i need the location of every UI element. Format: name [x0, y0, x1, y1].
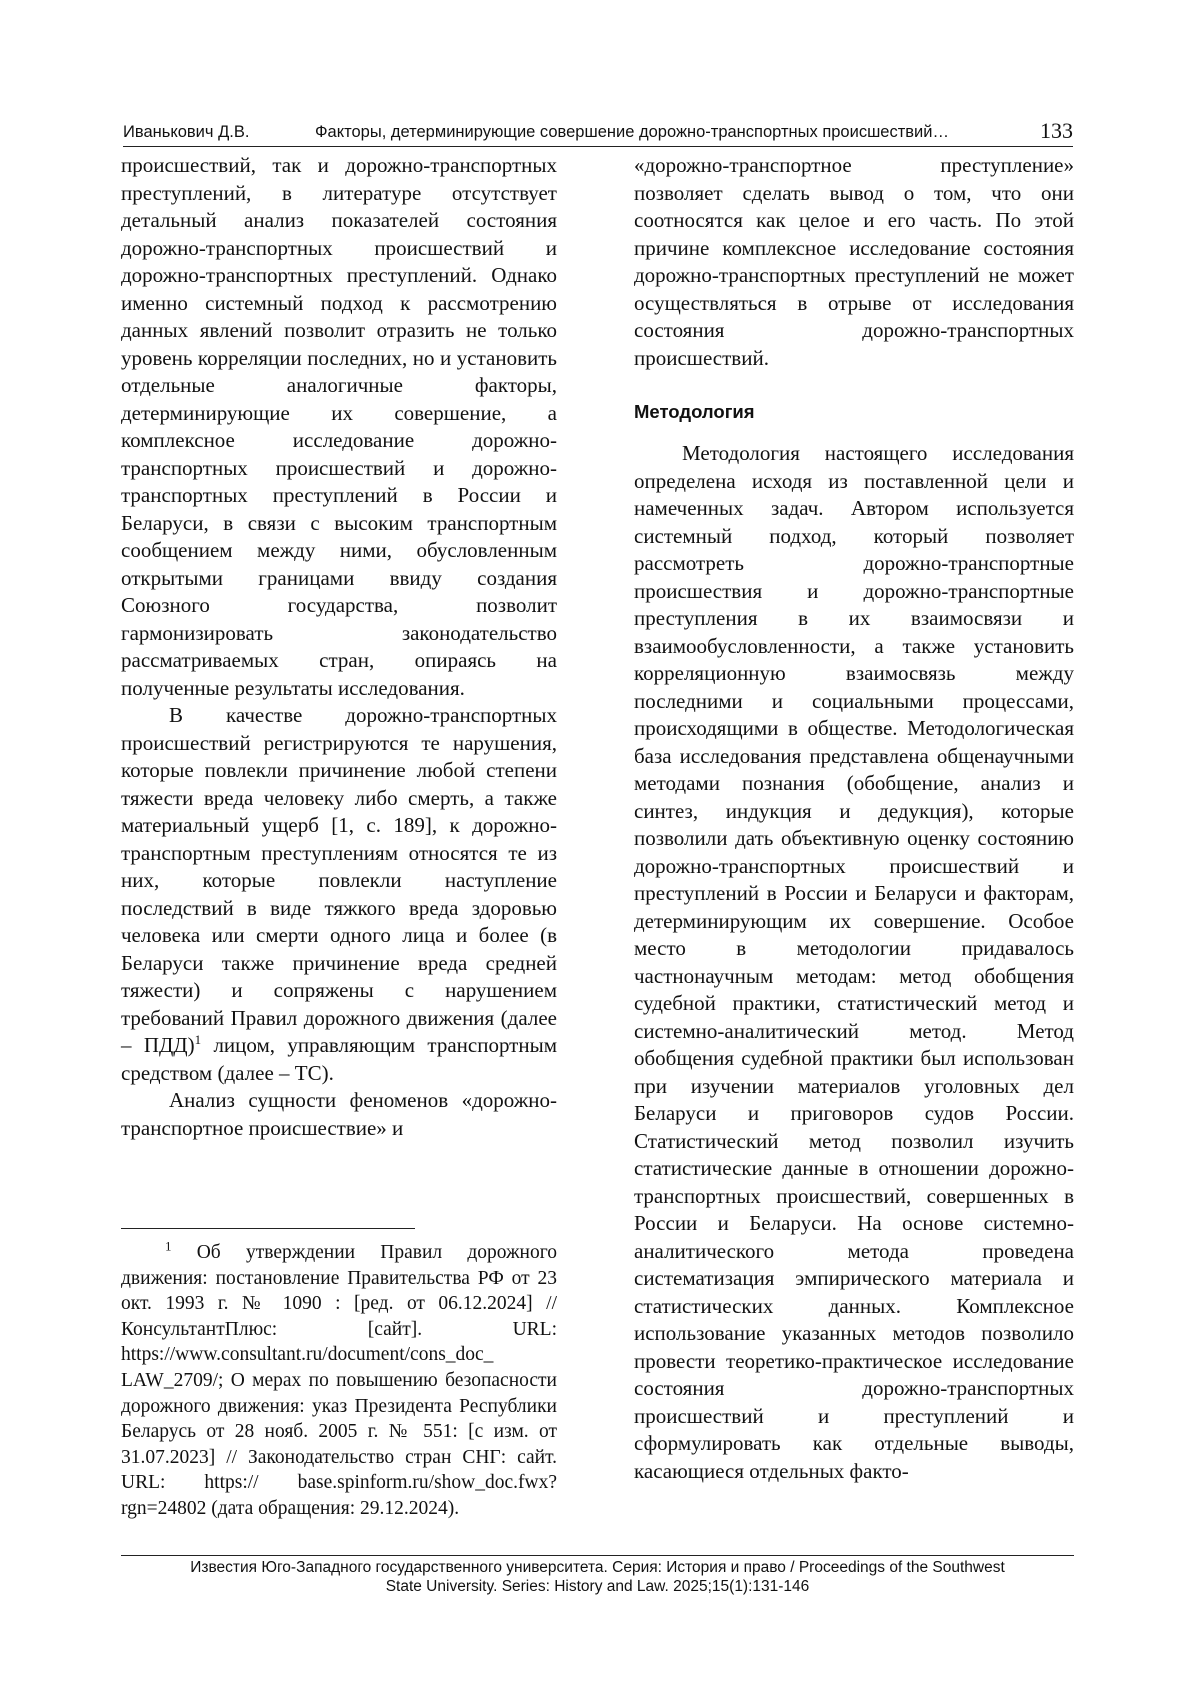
footer-divider — [121, 1555, 1074, 1556]
footnote — [121, 1240, 557, 1522]
section-heading: Методология — [634, 400, 1074, 424]
running-header — [123, 118, 1073, 147]
page-number: 133 — [1040, 118, 1073, 144]
left-column — [121, 152, 557, 1142]
footnote-mark: 1 — [165, 1239, 172, 1254]
header-author: Иванькович Д.В. — [123, 123, 249, 142]
footnote-ref: 1 — [195, 1032, 202, 1047]
left-paragraph-2 — [121, 702, 557, 1087]
left-paragraph-2-part-1: В качестве дорожно-транспортных происшествий регистрируются те нарушения, которые повлекли причинение любой степени тяжести вреда человеку либо смерть, а также материальный ущерб [1, с. 189], к дорожно-транспортным преступлениям относятся те из них, которые повлекли наступление последствий в виде тяжкого вреда здоровью человека или смерти одного лица и более (в Беларуси также причинение вреда средней тяжести) и сопряжены с нарушением требований Правил дорожного движения (далее – ПДД) — [121, 703, 557, 1057]
right-paragraph-2: Методология настоящего исследования определена исходя из поставленной цели и намеченных задач. Автором используется системный подход, который позволяет рассмотреть дорожно-транспортные происшествия и дорожно-транспортные преступления в их взаимосвязи и взаимообусловленности, а также установить корреляционную взаимосвязь между последними и социальными процессами, происходящими в обществе. Методологическая база исследования представлена общенаучными методами познания (обобщение, анализ и синтез, индукция и дедукция), которые позволили дать объективную оценку состоянию дорожно-транспортных происшествий и преступлений в России и Беларуси и факторам, детерминирующим их совершение. Особое место в методологии придавалось частнонаучным методам: метод обобщения судебной практики, статистический метод и системно-аналитический метод. Метод обобщения судебной практики был использован при изучении материалов уголовных дел Беларуси и приговоров судов России. Статистический метод позволил изучить статистические данные в отношении дорожно-транспортных происшествий, совершенных в России и Беларуси. На основе системно-аналитического метода проведена систематизация эмпирического материала и статистических данных. Комплексное использование указанных методов позволило провести теоретико-практическое исследование состояния дорожно-транспортных происшествий и преступлений и сформулировать как отдельные выводы, касающиеся отдельных факто- — [634, 440, 1074, 1485]
footnote-text: Об утверждении Правил дорожного движения: постановление Правительства РФ от 23 окт. 1993 г. № 1090 : [ред. от 06.12.2024] // КонсультантПлюс: [сайт]. URL: https://www.consultant.ru/document/cons_doc_ LAW_2709/; О мерах по повышению безопасности дорожного движения: указ Президента Республики Беларусь от 28 нояб. 2005 г. № 551: [с изм. от 31.07.2023] // Законодательство стран СНГ: сайт. URL: https:// base.spinform.ru/show_doc.fwx?rgn=24802 (дата обращения: 29.12.2024). — [121, 1242, 557, 1519]
right-paragraph-1: «дорожно-транспортное преступление» позволяет сделать вывод о том, что они соотносятся как целое и его часть. По этой причине комплексное исследование состояния дорожно-транспортных преступлений не может осуществляться в отрыве от исследования состояния дорожно-транспортных происшествий. — [634, 152, 1074, 372]
left-paragraph-3: Анализ сущности феноменов «дорожно-транспортное происшествие» и — [121, 1087, 557, 1142]
journal-footer — [121, 1558, 1074, 1596]
header-title: Факторы, детерминирующие совершение дорожно-транспортных происшествий… — [315, 123, 949, 142]
right-column — [634, 152, 1074, 1485]
left-paragraph-2-part-2: лицом, управляющим транспортным средством (далее – ТС). — [121, 1033, 557, 1085]
left-paragraph-1: происшествий, так и дорожно-транспортных преступлений, в литературе отсутствует детальный анализ показателей состояния дорожно-транспортных происшествий и дорожно-транспортных преступлений. Однако именно системный подход к рассмотрению данных явлений позволит отразить не только уровень корреляции последних, но и установить отдельные аналогичные факторы, детерминирующие их совершение, а комплексное исследование дорожно-транспортных происшествий и дорожно-транспортных преступлений в России и Беларуси, в связи с высоким транспортным сообщением между ними, обусловленным открытыми границами ввиду создания Союзного государства, позволит гармонизировать законодательство рассматриваемых стран, опираясь на полученные результаты исследования. — [121, 152, 557, 702]
footer-line-1: Известия Юго-Западного государственного университета. Серия: История и право / Proceedings of the Southwest — [121, 1558, 1074, 1577]
footer-line-2: State University. Series: History and Law. 2025;15(1):131-146 — [121, 1577, 1074, 1596]
footnote-divider — [121, 1228, 415, 1229]
